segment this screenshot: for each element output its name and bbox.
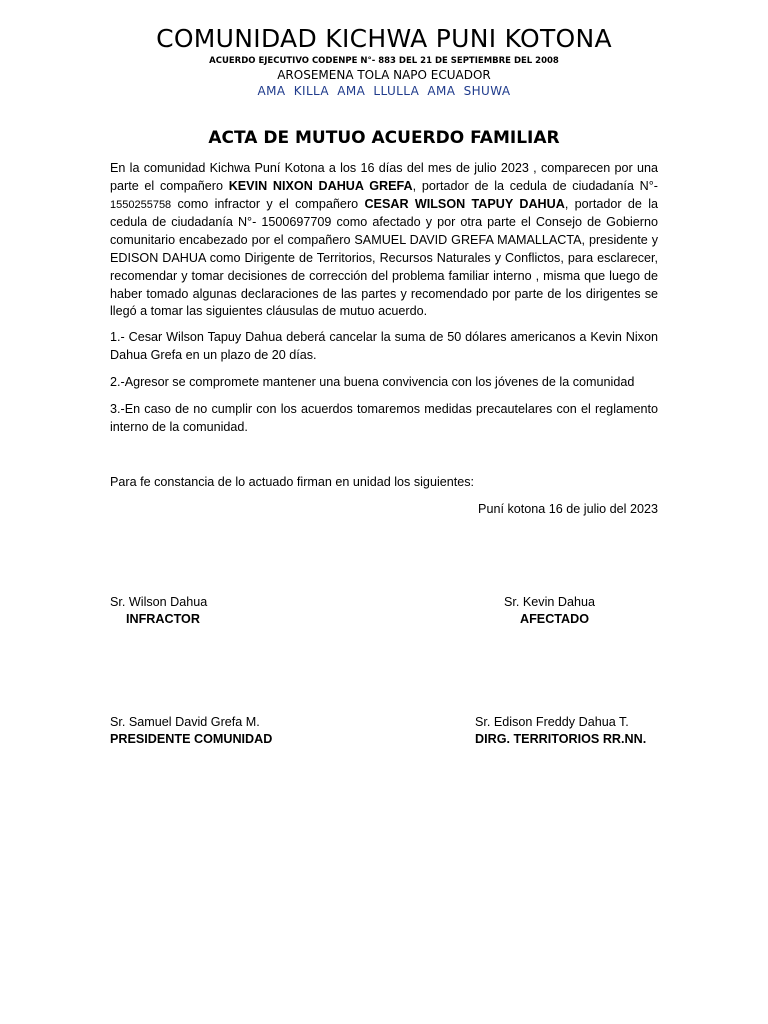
infractor-name: KEVIN NIXON DAHUA GREFA [228, 178, 413, 193]
signer-role: PRESIDENTE COMUNIDAD [110, 732, 273, 746]
signer-role: AFECTADO [520, 612, 590, 626]
decree-line: ACUERDO EJECUTIVO CODENPE N°- 883 DEL 21 DE SEPTIEMBRE DEL 2008 [209, 56, 559, 66]
location-line: AROSEMENA TOLA NAPO ECUADOR [277, 68, 491, 82]
motto-line: AMA KILLA AMA LLULLA AMA SHUWA [257, 84, 511, 98]
signer-name: Sr. Wilson Dahua [110, 595, 208, 609]
signature-infractor [110, 594, 207, 628]
constancy-line: Para fe constancia de lo actuado firman en unidad los siguientes: [110, 475, 475, 489]
intro-text-2: , portador de la cedula de ciudadanía N°- [412, 178, 658, 193]
signature-president [110, 714, 272, 748]
intro-text-4: , portador de la cedula de ciudadanía N°- 1500697709 como afectado y por otra parte el Consejo de Gobierno comunitario encabezado por el compañero SAMUEL DAVID GREFA MAMALLACTA, presidente y EDISON DAHUA como Dirigente de Territorios, Recursos Naturales y Conflictos, para esclarecer, recomendar y tomar decisiones de corrección del problema familiar interno , misma que luego de haber tomado algunas declaraciones de las partes y recomendado por parte de los dirigentes se llegó a tomar las siguientes cláusulas de mutuo acuerdo. [110, 196, 658, 319]
intro-paragraph [110, 160, 658, 321]
community-title: COMUNIDAD KICHWA PUNI KOTONA [156, 24, 612, 53]
signer-name: Sr. Samuel David Grefa M. [110, 715, 260, 729]
signer-name: Sr. Kevin Dahua [504, 595, 596, 609]
intro-text-3: como infractor y el compañero [171, 196, 365, 211]
infractor-id: 1550255758 [110, 198, 172, 211]
place-date: Puní kotona 16 de julio del 2023 [478, 502, 658, 516]
intro-text-1: En la comunidad Kichwa Puní Kotona a los 16 días del mes de julio 2023 , comparecen por una parte el compañero [110, 161, 658, 193]
clause-2: 2.-Agresor se compromete mantener una buena convivencia con los jóvenes de la comunidad [110, 375, 635, 389]
clause-1: 1.- Cesar Wilson Tapuy Dahua deberá cancelar la suma de 50 dólares americanos a Kevin Nixon Dahua Grefa en un plazo de 20 días. [110, 330, 658, 362]
signature-afectado [504, 594, 595, 628]
signer-role: INFRACTOR [126, 612, 200, 626]
document-title: ACTA DE MUTUO ACUERDO FAMILIAR [208, 128, 560, 148]
signer-name: Sr. Edison Freddy Dahua T. [475, 715, 629, 729]
signer-role: DIRG. TERRITORIOS RR.NN. [475, 732, 647, 746]
signature-territories [475, 714, 646, 748]
afectado-name: CESAR WILSON TAPUY DAHUA [364, 196, 565, 211]
clause-3: 3.-En caso de no cumplir con los acuerdos tomaremos medidas precautelares con el reglamento interno de la comunidad. [110, 402, 658, 434]
